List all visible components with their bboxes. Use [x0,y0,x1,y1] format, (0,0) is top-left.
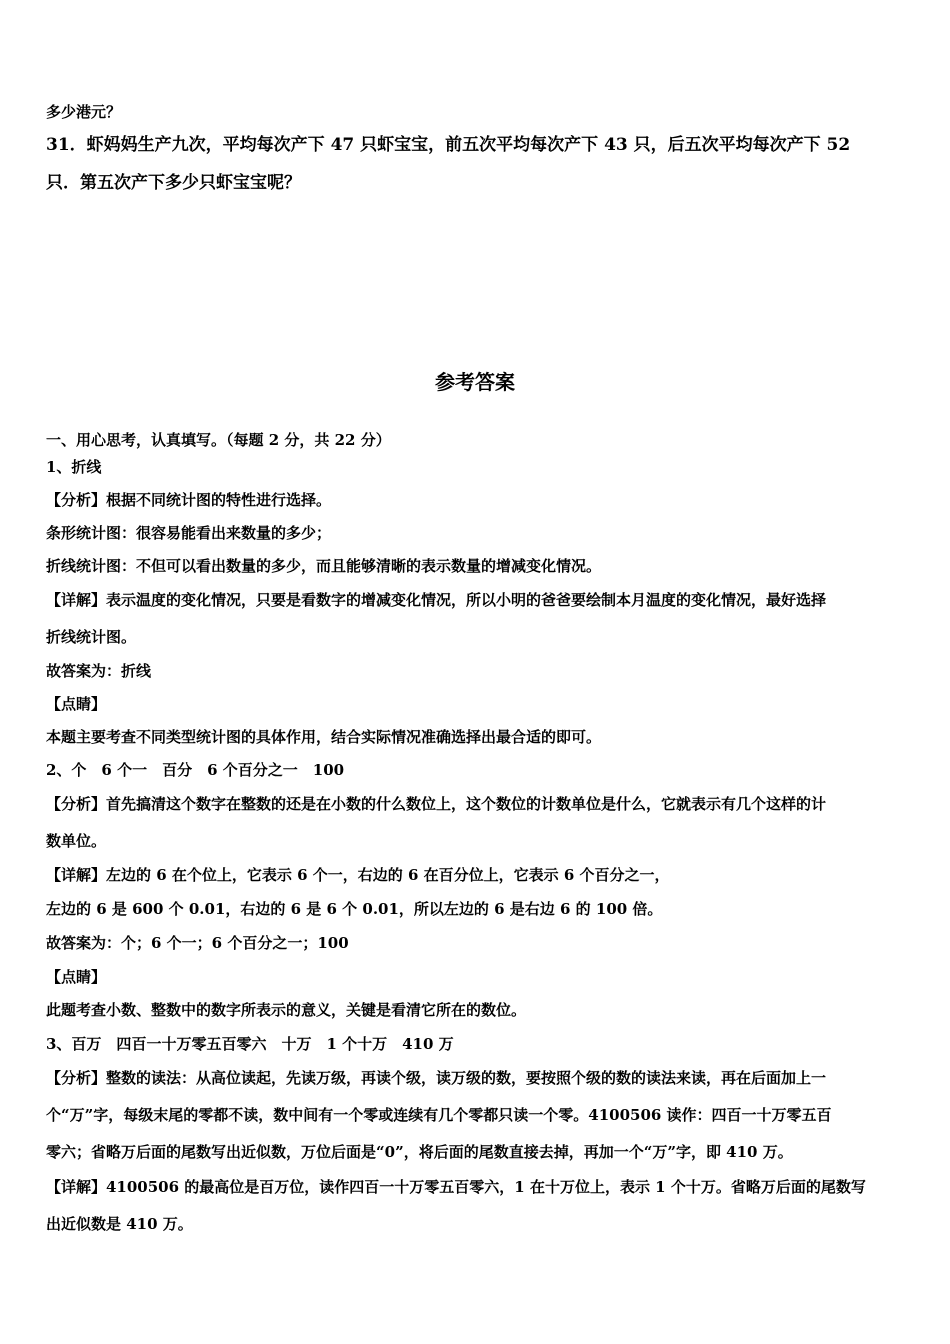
carryover-text: 多少港元？ [46,103,122,121]
answer-3-detail-1: 【详解】4100506 的最高位是百万位，读作四百一十万零五百零六，1 在十万位上，表示 1 个十万。省略万后面的尾数写 [46,1178,866,1196]
answer-1-analysis: 【分析】根据不同统计图的特性进行选择。 [46,491,332,509]
question-31-line-2: 只．第五次产下多少只虾宝宝呢？ [46,173,301,193]
answer-2-analysis-1: 【分析】首先搞清这个数字在整数的还是在小数的什么数位上，这个数位的计数单位是什么，它就表示有几个这样的计 [46,795,827,813]
answer-3-heading: 3、百万 四百一十万零五百零六 十万 1 个十万 410 万 [46,1035,454,1053]
answer-1-answer: 故答案为：折线 [46,662,152,680]
answer-3-analysis-2: 个“万”字，每级末尾的零都不读，数中间有一个零或连续有几个零都只读一个零。4100506 读作：四百一十万零五百 [46,1106,832,1124]
question-31-line-1: 31．虾妈妈生产九次，平均每次产下 47 只虾宝宝，前五次平均每次产下 43 只，后五次平均每次产下 52 [46,135,851,155]
answer-1-heading: 1、折线 [46,458,102,476]
answer-title: 参考答案 [435,370,515,394]
answer-2-tip: 【点睛】 [46,968,107,986]
answer-1-line-chart: 折线统计图：不但可以看出数量的多少，而且能够清晰的表示数量的增减变化情况。 [46,557,602,575]
answer-2-detail-2: 左边的 6 是 600 个 0.01，右边的 6 是 6 个 0.01，所以左边的 6 是右边 6 的 100 倍。 [46,900,663,918]
answer-3-analysis-1: 【分析】整数的读法：从高位读起，先读万级，再读个级，读万级的数，要按照个级的数的读法来读，再在后面加上一 [46,1069,827,1087]
answer-2-answer: 故答案为：个；6 个一；6 个百分之一；100 [46,934,349,952]
answer-2-tip-text: 此题考查小数、整数中的数字所表示的意义，关键是看清它所在的数位。 [46,1001,527,1019]
answer-3-detail-2: 出近似数是 410 万。 [46,1215,193,1233]
answer-1-bar-chart: 条形统计图：很容易能看出来数量的多少； [46,524,332,542]
answer-1-tip: 【点睛】 [46,695,107,713]
answer-2-analysis-2: 数单位。 [46,832,107,850]
section-1-heading: 一、用心思考，认真填写。（每题 2 分，共 22 分） [46,431,391,449]
answer-2-detail-1: 【详解】左边的 6 在个位上，它表示 6 个一，右边的 6 在百分位上，它表示 6 个百分之一， [46,866,670,884]
answer-2-heading: 2、个 6 个一 百分 6 个百分之一 100 [46,761,345,779]
answer-1-tip-text: 本题主要考查不同类型统计图的具体作用，结合实际情况准确选择出最合适的即可。 [46,728,602,746]
answer-1-detail-1: 【详解】表示温度的变化情况，只要是看数字的增减变化情况，所以小明的爸爸要绘制本月温度的变化情况，最好选择 [46,591,827,609]
answer-1-detail-2: 折线统计图。 [46,628,137,646]
answer-3-analysis-3: 零六；省略万后面的尾数写出近似数，万位后面是“0”，将后面的尾数直接去掉，再加一个“万”字，即 410 万。 [46,1143,793,1161]
